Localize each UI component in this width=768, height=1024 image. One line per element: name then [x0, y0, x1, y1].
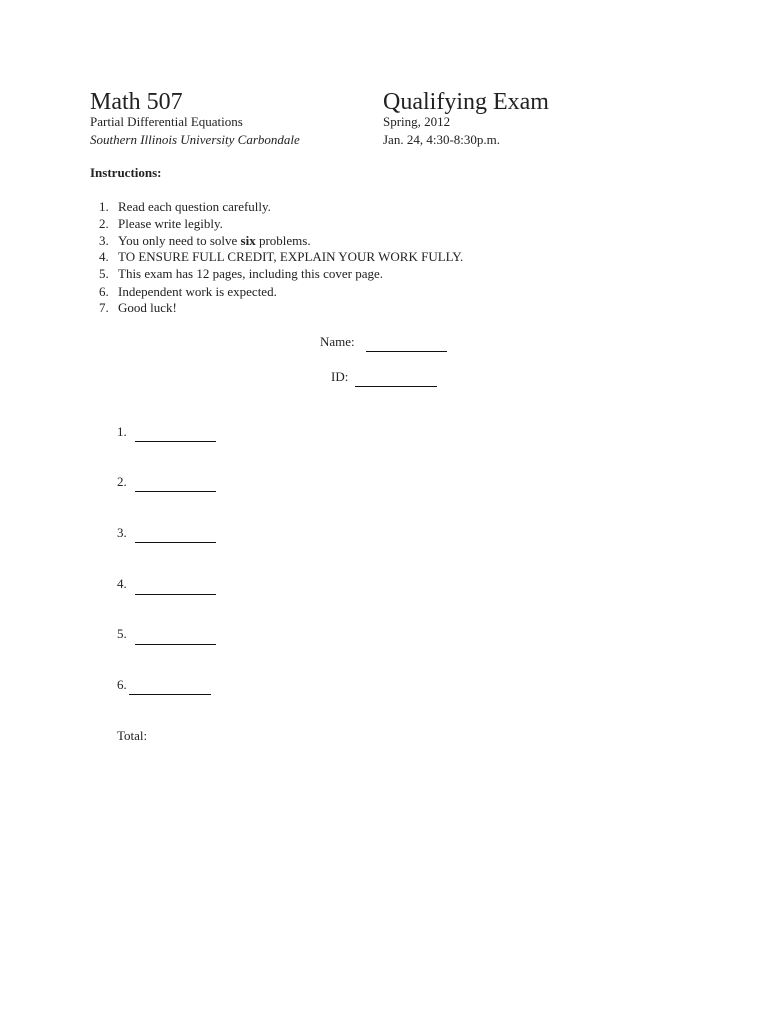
course-title: Math 507 [90, 89, 183, 115]
instruction-item [99, 284, 277, 300]
instruction-text: Read each question carefully. [118, 199, 271, 214]
instruction-item [99, 199, 271, 215]
score-label-5: 5. [117, 626, 127, 641]
university-line: Southern Illinois University Carbondale [90, 132, 300, 147]
instruction-item [99, 216, 223, 232]
instruction-text-bold: six [240, 233, 256, 248]
instruction-number: 7. [99, 300, 109, 315]
instruction-number: 5. [99, 266, 109, 281]
score-field-5[interactable] [135, 644, 216, 645]
score-field-6[interactable] [129, 694, 211, 695]
score-field-1[interactable] [135, 441, 216, 442]
instruction-text: Please write legibly. [118, 216, 223, 231]
score-label-4: 4. [117, 576, 127, 591]
instruction-text: This exam has 12 pages, including this cover page. [118, 266, 383, 281]
name-label: Name: [320, 334, 355, 349]
score-label-2: 2. [117, 474, 127, 489]
instruction-text: TO ENSURE FULL CREDIT, EXPLAIN YOUR WORK FULLY. [118, 249, 464, 264]
instructions-heading: Instructions: [90, 165, 162, 180]
score-label-3: 3. [117, 525, 127, 540]
total-label: Total: [117, 728, 148, 743]
instruction-number: 6. [99, 284, 109, 299]
score-label-6: 6. [117, 677, 127, 692]
instruction-text: Good luck! [118, 300, 177, 315]
date-time-line: Jan. 24, 4:30-8:30p.m. [383, 132, 500, 147]
id-field[interactable] [355, 386, 437, 387]
instruction-number: 4. [99, 249, 109, 264]
instruction-number: 1. [99, 199, 109, 214]
score-field-4[interactable] [135, 594, 216, 595]
instruction-item [99, 300, 177, 316]
instruction-item [99, 233, 311, 249]
instruction-number: 2. [99, 216, 109, 231]
score-label-1: 1. [117, 424, 127, 439]
instruction-text-post: problems. [255, 233, 311, 248]
instruction-text: Independent work is expected. [118, 284, 277, 299]
instruction-number: 3. [99, 233, 109, 248]
instruction-item [99, 266, 383, 282]
id-label: ID: [331, 369, 349, 384]
subject-line: Partial Differential Equations [90, 114, 243, 129]
instruction-text-pre: You only need to solve [118, 233, 241, 248]
score-field-3[interactable] [135, 542, 216, 543]
term-line: Spring, 2012 [383, 114, 451, 129]
instruction-item [99, 249, 463, 265]
score-field-2[interactable] [135, 491, 216, 492]
exam-title: Qualifying Exam [383, 89, 549, 115]
name-field[interactable] [366, 351, 447, 352]
